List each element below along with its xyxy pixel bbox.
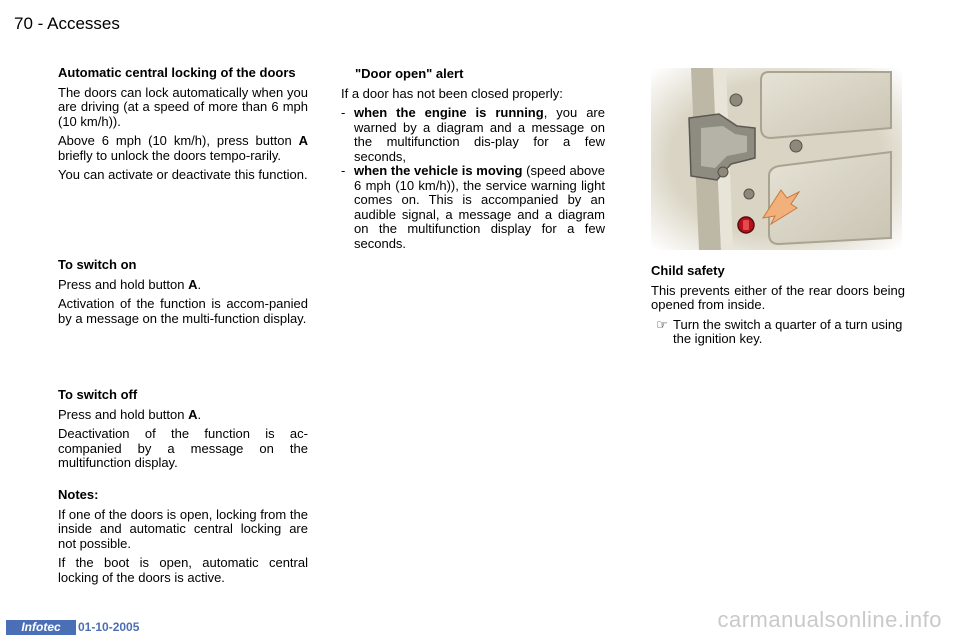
notes-section bbox=[58, 488, 308, 590]
right-column bbox=[651, 264, 905, 347]
switch-off-section bbox=[58, 388, 308, 476]
footer-date: 01-10-2005 bbox=[78, 620, 140, 634]
switch-on-p1 bbox=[58, 278, 308, 293]
switch-on-p2: Activation of the function is accom-panied by a message on the multi-function display. bbox=[58, 296, 308, 326]
switch-on-title: To switch on bbox=[58, 257, 137, 272]
child-safety-title: Child safety bbox=[651, 263, 725, 278]
switch-off-p1-suffix: . bbox=[197, 406, 202, 422]
screw-icon bbox=[730, 94, 742, 106]
child-lock-slot bbox=[743, 220, 749, 230]
pointing-hand-icon: ☞ bbox=[656, 316, 668, 332]
item-text: , you are warned by a diagram and a message on the multifunction dis-play for a few seconds, bbox=[354, 105, 605, 164]
notes-title: Notes: bbox=[58, 487, 99, 502]
switch-off-title: To switch off bbox=[58, 387, 138, 402]
header-separator: - bbox=[37, 14, 44, 33]
item-bold-lead: when the engine is running bbox=[354, 105, 544, 120]
auto-lock-p2 bbox=[58, 134, 308, 163]
switch-off-p2: Deactivation of the function is ac-companied by a message on the multifunction display. bbox=[58, 426, 308, 470]
dash-marker: - bbox=[341, 105, 346, 120]
auto-lock-p2-prefix: Above 6 mph (10 km/h), press button bbox=[58, 133, 299, 148]
switch-on-p1-suffix: . bbox=[197, 276, 202, 292]
switch-off-p1-prefix: Press and hold button bbox=[58, 406, 189, 422]
door-child-lock-illustration bbox=[651, 68, 902, 250]
button-a-ref: A bbox=[188, 406, 198, 422]
notes-p2: If the boot is open, automatic central locking of the doors is active. bbox=[58, 555, 308, 585]
auto-lock-p1: The doors can lock automatically when you are driving (at a speed of more than 6 mph (10 km/h)). bbox=[58, 84, 308, 129]
upper-recess bbox=[761, 72, 891, 138]
child-safety-instruction: Turn the switch a quarter of a turn using the ignition key. bbox=[673, 316, 903, 346]
infotec-logo: Infotec bbox=[6, 620, 76, 635]
screw-icon bbox=[718, 167, 728, 177]
door-open-alert-title: "Door open" alert bbox=[355, 66, 464, 81]
page-number: 70 bbox=[14, 14, 33, 33]
button-a-ref: A bbox=[298, 133, 308, 148]
notes-p1: If one of the doors is open, locking from the inside and automatic central locking are not possible. bbox=[58, 506, 308, 551]
list-item bbox=[341, 106, 605, 164]
auto-lock-section bbox=[58, 66, 308, 188]
child-safety-p1: This prevents either of the rear doors being opened from inside. bbox=[651, 282, 905, 312]
switch-on-section bbox=[58, 258, 308, 331]
section-title: Accesses bbox=[47, 14, 120, 33]
middle-column bbox=[341, 67, 605, 251]
screw-icon bbox=[744, 189, 754, 199]
dash-marker: - bbox=[341, 163, 346, 178]
item-bold-lead: when the vehicle is moving bbox=[354, 163, 523, 178]
auto-lock-p2-suffix: briefly to unlock the doors tempo-rarily. bbox=[58, 147, 282, 163]
watermark: carmanualsonline.info bbox=[717, 607, 942, 632]
door-open-alert-intro: If a door has not been closed properly: bbox=[341, 85, 563, 101]
screw-icon bbox=[790, 140, 802, 152]
auto-lock-p3: You can activate or deactivate this function. bbox=[58, 167, 308, 182]
list-item bbox=[341, 164, 605, 251]
button-a-ref: A bbox=[188, 276, 198, 292]
door-illustration-svg bbox=[651, 68, 902, 250]
list-item bbox=[651, 318, 905, 347]
switch-on-p1-prefix: Press and hold button bbox=[58, 276, 189, 292]
switch-off-p1 bbox=[58, 408, 308, 423]
item-text: (speed above 6 mph (10 km/h)), the service warning light comes on. This is accompanied by an audible signal, a message and a diagram on the multifunction display for a few seconds. bbox=[354, 163, 605, 251]
page-header bbox=[14, 14, 120, 34]
auto-lock-title: Automatic central locking of the doors bbox=[58, 65, 296, 80]
